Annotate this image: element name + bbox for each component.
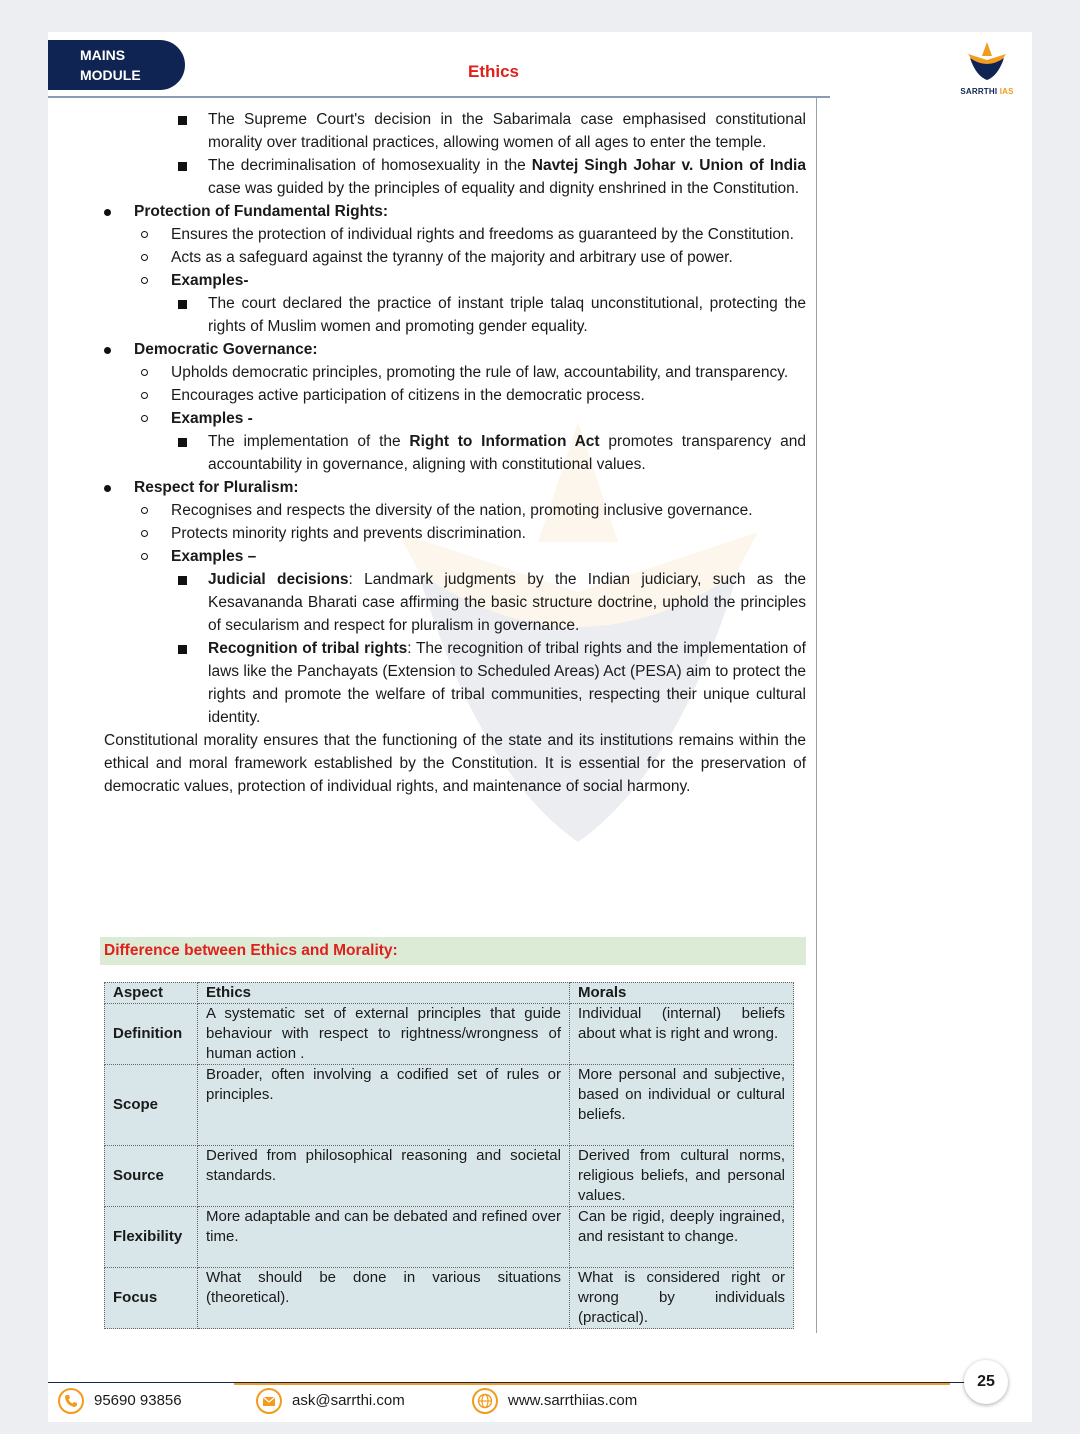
website-url: www.sarrthiias.com: [508, 1392, 638, 1409]
square-bullet-icon: [178, 645, 187, 654]
badge-line-2: MODULE: [80, 67, 141, 83]
circle-bullet-icon: [141, 384, 148, 407]
table-row: [105, 1065, 794, 1146]
main-content: [104, 108, 806, 798]
morals-cell: More personal and subjective, based on individual or cultural beliefs.: [570, 1065, 794, 1146]
page-number: 25: [964, 1360, 1008, 1404]
circle-bullet-icon: [141, 407, 148, 430]
ethics-cell: Broader, often involving a codified set of rules or principles.: [198, 1065, 570, 1146]
logo-text: SARRTHI IAS: [960, 87, 1014, 96]
margin-rule: [816, 98, 817, 1333]
circle-bullet-icon: [141, 361, 148, 384]
square-bullet-icon: [178, 438, 187, 447]
table-row: [105, 1207, 794, 1268]
section-heading: Difference between Ethics and Morality:: [100, 937, 806, 965]
morals-cell: Individual (internal) beliefs about what is right and wrong.: [570, 1004, 794, 1065]
comparison-table: [104, 982, 794, 1329]
table-header-row: [105, 983, 794, 1004]
page-title: Ethics: [468, 62, 520, 81]
circle-bullet-icon: [141, 522, 148, 545]
email-address: ask@sarrthi.com: [292, 1392, 405, 1409]
list-item: Recognises and respects the diversity of the nation, promoting inclusive governance.: [104, 499, 806, 522]
aspect-cell: Flexibility: [105, 1207, 198, 1268]
list-item: Acts as a safeguard against the tyranny of the majority and arbitrary use of power.: [104, 246, 806, 269]
aspect-cell: Focus: [105, 1268, 198, 1329]
footer-website[interactable]: [472, 1388, 637, 1414]
list-item: Ensures the protection of individual rights and freedoms as guaranteed by the Constitution.: [104, 223, 806, 246]
list-item: Examples –: [104, 545, 806, 568]
list-item: Examples-: [104, 269, 806, 292]
dot-bullet-icon: [104, 200, 111, 223]
dot-bullet-icon: [104, 338, 111, 361]
mail-icon: [256, 1388, 282, 1414]
table-row: [105, 1146, 794, 1207]
globe-icon: [472, 1388, 498, 1414]
conclusion-paragraph: Constitutional morality ensures that the functioning of the state and its institutions remains within the ethical and moral framework established by the Constitution. It is essential for the preservation of democratic values, protection of individual rights, and maintenance of social harmony.: [104, 732, 806, 795]
phone-number: 95690 93856: [94, 1392, 182, 1409]
list-item: The decriminalisation of homosexuality in the Navtej Singh Johar v. Union of India case was guided by the principles of equality and dignity enshrined in the Constitution.: [104, 154, 806, 200]
table-row: [105, 1268, 794, 1329]
table-row: [105, 1004, 794, 1065]
square-bullet-icon: [178, 576, 187, 585]
aspect-cell: Scope: [105, 1065, 198, 1146]
badge-line-1: MAINS: [80, 47, 126, 63]
list-item: Judicial decisions: Landmark judgments by the Indian judiciary, such as the Kesavananda Bharati case affirming the basic structure doctrine, uphold the principles of secularism and respect for pluralism in governance.: [104, 568, 806, 637]
list-heading: Respect for Pluralism:: [104, 476, 806, 499]
list-heading: Protection of Fundamental Rights:: [104, 200, 806, 223]
circle-bullet-icon: [141, 246, 148, 269]
ethics-cell: Derived from philosophical reasoning and societal standards.: [198, 1146, 570, 1207]
morals-cell: Derived from cultural norms, religious beliefs, and personal values.: [570, 1146, 794, 1207]
column-header: Aspect: [105, 983, 198, 1004]
header-divider: [48, 96, 830, 98]
square-bullet-icon: [178, 162, 187, 171]
ethics-cell: What should be done in various situations (theoretical).: [198, 1268, 570, 1329]
aspect-cell: Source: [105, 1146, 198, 1207]
ethics-cell: More adaptable and can be debated and refined over time.: [198, 1207, 570, 1268]
star-logo-icon: [964, 40, 1010, 82]
circle-bullet-icon: [141, 499, 148, 522]
dot-bullet-icon: [104, 476, 111, 499]
circle-bullet-icon: [141, 545, 148, 568]
footer-email[interactable]: [256, 1388, 405, 1414]
module-badge: [48, 40, 185, 90]
phone-icon: [58, 1388, 84, 1414]
sarrthi-logo: [956, 40, 1018, 96]
list-heading: Democratic Governance:: [104, 338, 806, 361]
morals-cell: What is considered right or wrong by individuals (practical).: [570, 1268, 794, 1329]
list-item: Upholds democratic principles, promoting the rule of law, accountability, and transparency.: [104, 361, 806, 384]
ethics-cell: A systematic set of external principles that guide behaviour with respect to rightness/wrongness of human action .: [198, 1004, 570, 1065]
list-item: The implementation of the Right to Information Act promotes transparency and accountability in governance, aligning with constitutional values.: [104, 430, 806, 476]
list-item: The Supreme Court's decision in the Sabarimala case emphasised constitutional morality over traditional practices, allowing women of all ages to enter the temple.: [104, 108, 806, 154]
list-item: Protects minority rights and prevents discrimination.: [104, 522, 806, 545]
footer-phone[interactable]: [58, 1388, 182, 1414]
circle-bullet-icon: [141, 269, 148, 292]
list-item: Examples -: [104, 407, 806, 430]
list-item: The court declared the practice of instant triple talaq unconstitutional, protecting the rights of Muslim women and promoting gender equality.: [104, 292, 806, 338]
aspect-cell: Definition: [105, 1004, 198, 1065]
column-header: Ethics: [198, 983, 570, 1004]
square-bullet-icon: [178, 300, 187, 309]
column-header: Morals: [570, 983, 794, 1004]
circle-bullet-icon: [141, 223, 148, 246]
morals-cell: Can be rigid, deeply ingrained, and resistant to change.: [570, 1207, 794, 1268]
list-item: Recognition of tribal rights: The recognition of tribal rights and the implementation of laws like the Panchayats (Extension to Scheduled Areas) Act (PESA) aim to protect the rights and promote the welfare of tribal communities, respecting their unique cultural identity.: [104, 637, 806, 729]
document-page: [48, 32, 1032, 1422]
list-item: Encourages active participation of citizens in the democratic process.: [104, 384, 806, 407]
square-bullet-icon: [178, 116, 187, 125]
footer-accent-divider: [234, 1383, 950, 1385]
